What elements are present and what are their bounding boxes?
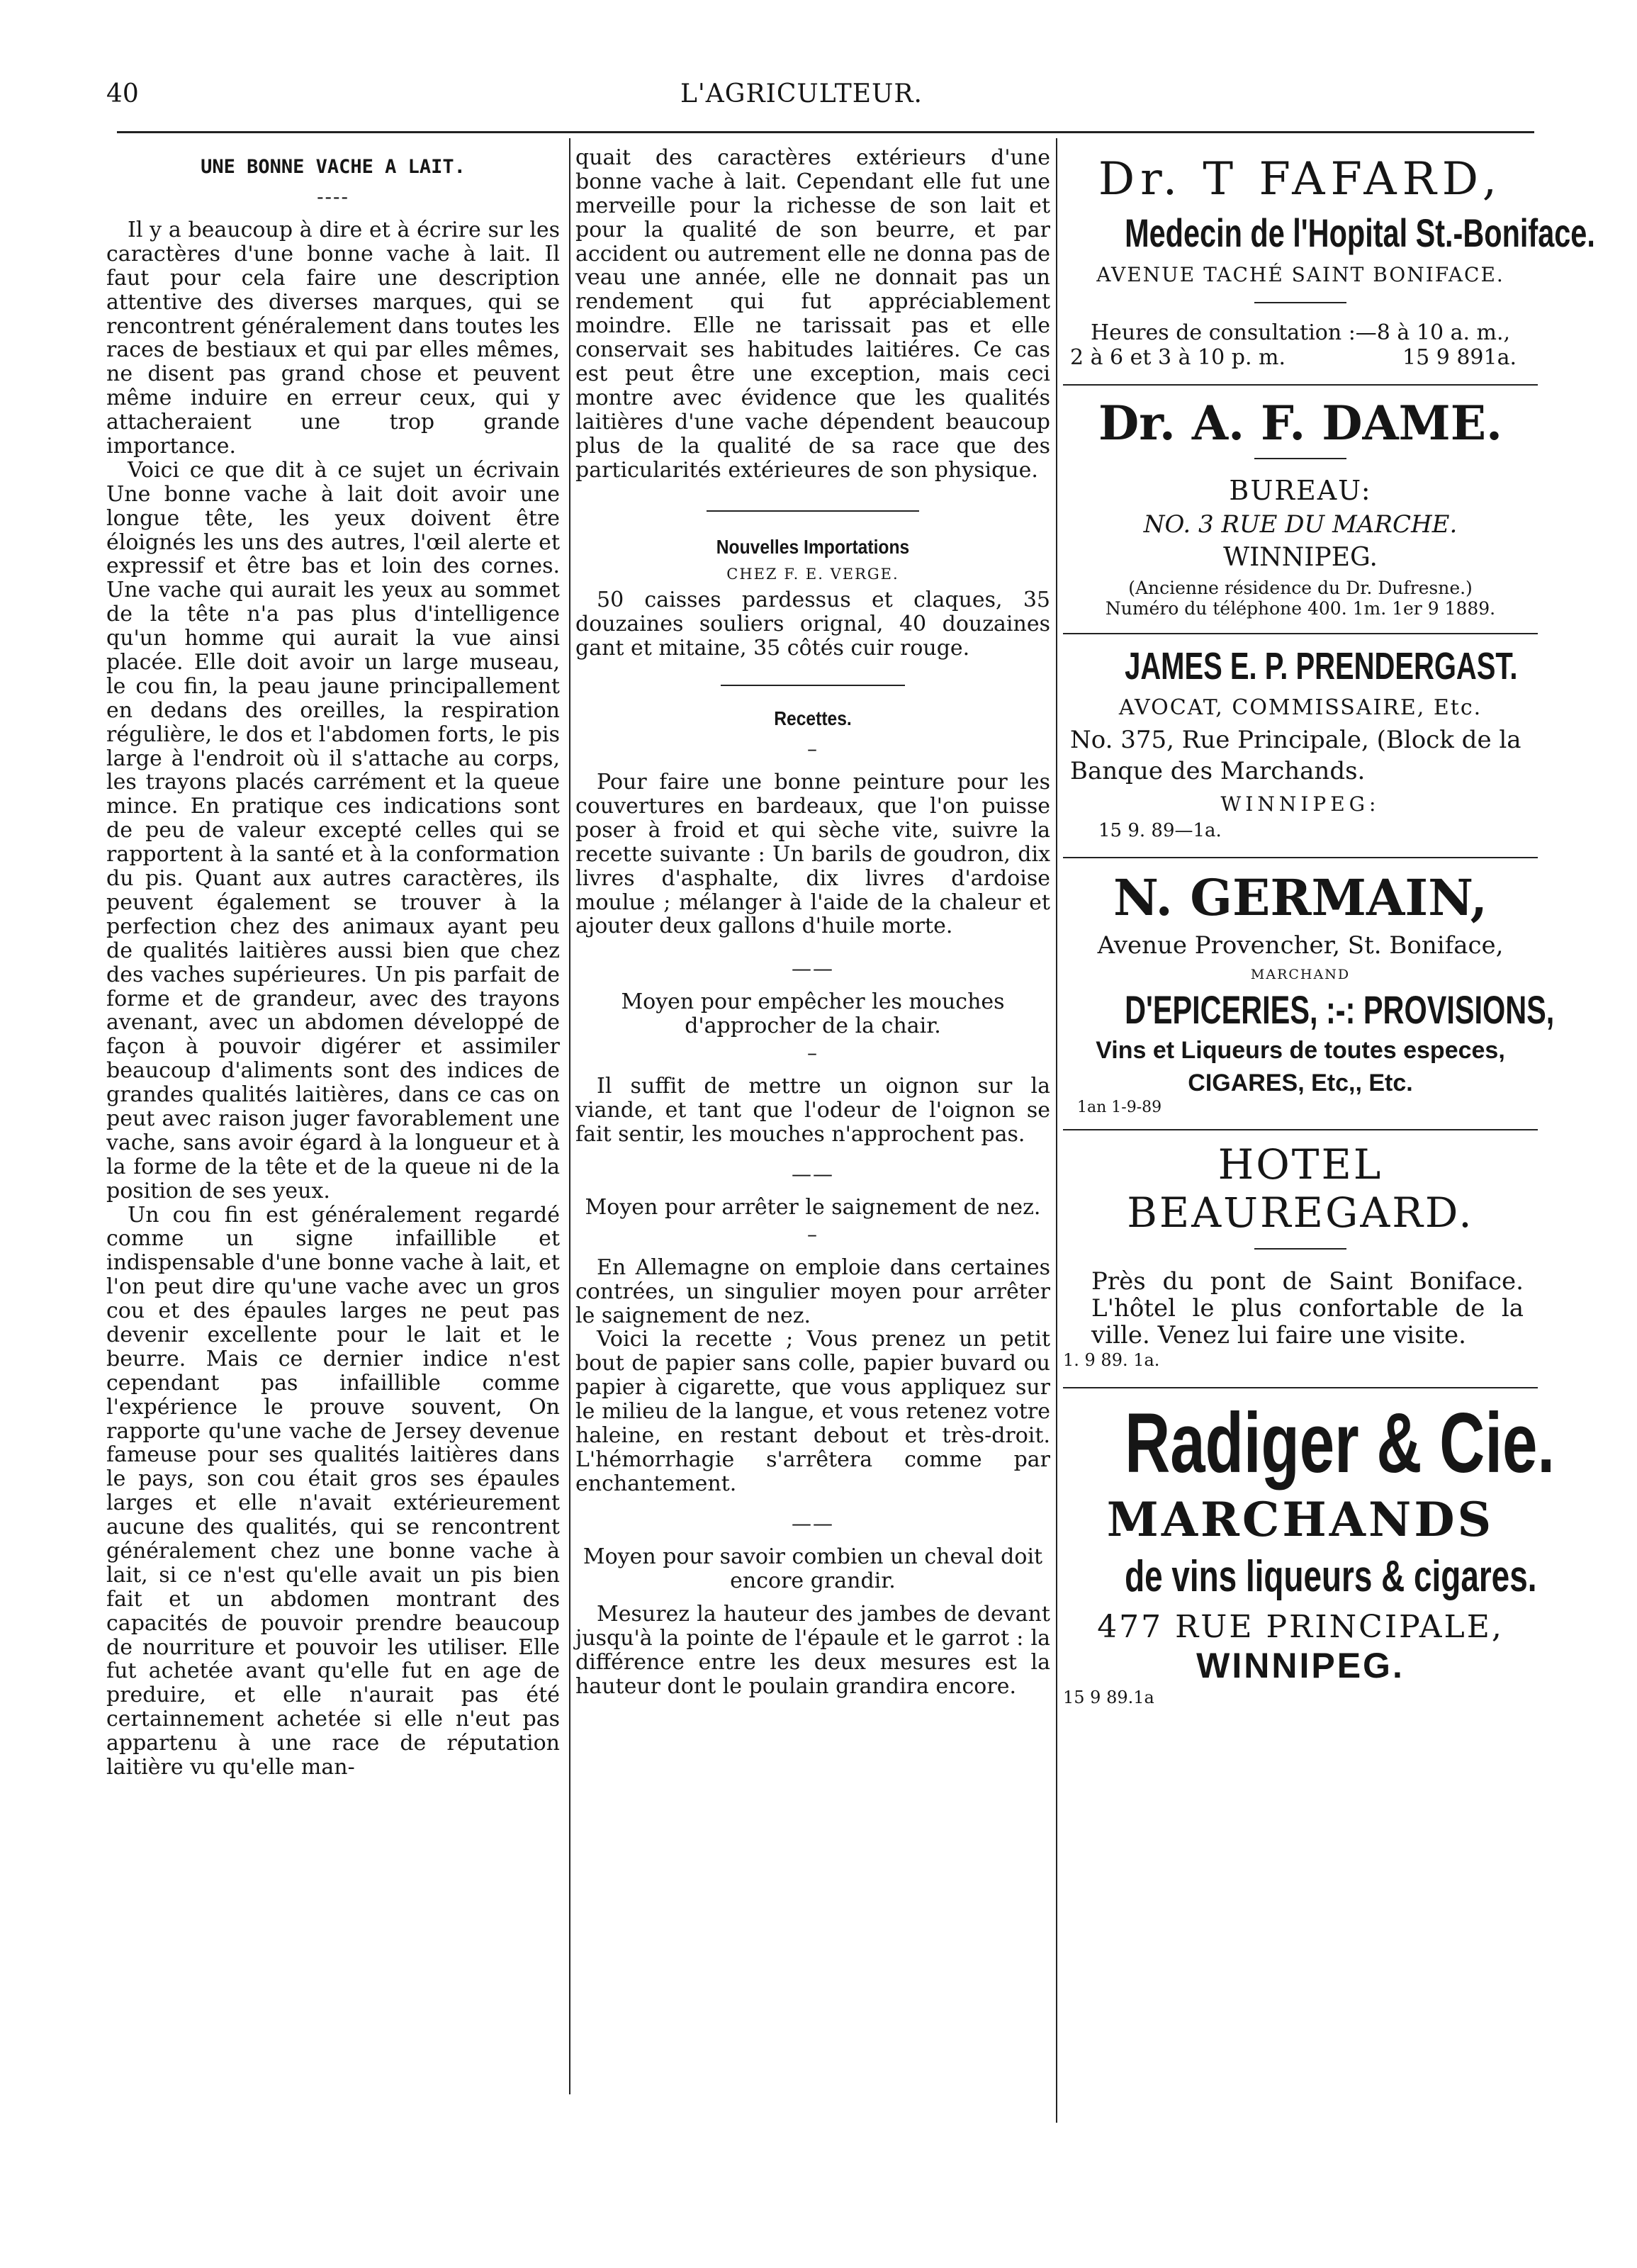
section-rule (721, 685, 905, 686)
column-article-vache (106, 146, 560, 1780)
ad-reference: 15 9. 89—1a. (1098, 820, 1222, 842)
paragraph: Pour faire une bonne peinture pour les couvertures en bardeaux, que l'on puisse poser à froid et qui sèche vite, suivre la recette suivante : Un barils de goudron, dix livres d'asphalte, dix livres d'ardoise moulue ; mélanger à l'aide de la chaleur et ajouter deux gallons d'huile morte. (575, 770, 1050, 939)
ad-address: 477 RUE PRINCIPALE, (1097, 1609, 1504, 1646)
ad-note: Numéro du téléphone 400. 1m. 1er 9 1889. (1105, 598, 1496, 619)
recipe-title: Moyen pour empêcher les mouches d'approcher de la chair. (621, 989, 1005, 1039)
ad-rule (1254, 458, 1346, 459)
title-dash: ---- (317, 185, 349, 208)
paragraph: En Allemagne on emploie dans certaines contrées, un singulier moyen pour arrêter le saignement de nez. (575, 1254, 1050, 1328)
section-dash: – (807, 1222, 818, 1246)
ad-rule (1254, 302, 1346, 303)
column-divider (569, 138, 570, 2094)
paragraph: Il suffit de mettre un oignon sur la viande, et tant que l'odeur de l'oignon se fait sentir, les mouches n'approchent pas. (575, 1074, 1050, 1147)
ad-beauregard (1063, 1140, 1538, 1370)
column-miscellany (575, 146, 1050, 1699)
ad-goods: D'EPICERIES, :-: PROVISIONS, (1125, 987, 1555, 1033)
ad-reference: 15 9 891a. (1402, 345, 1517, 370)
article-title: UNE BONNE VACHE A LAIT. (201, 156, 466, 178)
running-head: L'AGRICULTEUR. (680, 79, 923, 108)
section-dash: – (807, 737, 818, 761)
ad-note: (Ancienne résidence du Dr. Dufresne.) (1128, 578, 1473, 598)
ad-role: MARCHANDS (1106, 1492, 1495, 1548)
page-number: 40 (106, 79, 139, 108)
ad-products: CIGARES, Etc,, Etc. (1188, 1070, 1413, 1097)
ad-reference: 15 9 89.1a (1063, 1688, 1154, 1708)
section-title-importations: Nouvelles Importations (716, 536, 910, 558)
section-dash: —— (792, 1162, 834, 1186)
ad-separator (1063, 1129, 1538, 1130)
ad-name: Dr. T FAFARD, (1098, 153, 1503, 206)
ad-bureau: BUREAU: (1229, 475, 1372, 506)
section-dash: —— (792, 1511, 834, 1535)
paragraph: Mesurez la hauteur des jambes de devant jusqu'à la pointe de l'épaule et le garrot : la différence entre les deux mesures est la hauteur dont le poulain grandira encore. (575, 1602, 1050, 1700)
ad-reference: 1an 1-9-89 (1077, 1099, 1162, 1117)
ad-address: AVENUE TACHÉ SAINT BONIFACE. (1096, 263, 1504, 286)
recipe-title: Moyen pour arrêter le saignement de nez. (585, 1194, 1041, 1220)
section-rule (707, 510, 919, 512)
ad-separator (1063, 633, 1538, 634)
ad-separator (1063, 384, 1538, 386)
section-title-recettes: Recettes. (774, 707, 852, 730)
recipe-title: Moyen pour savoir combien un cheval doit encore grandir. (583, 1544, 1043, 1593)
section-dash: – (807, 1041, 818, 1065)
ad-dame (1063, 395, 1538, 619)
ad-name: JAMES E. P. PRENDERGAST. (1125, 645, 1518, 687)
ad-name: N. GERMAIN, (1113, 868, 1487, 928)
ad-city: WINNIPEG. (1196, 1646, 1405, 1686)
column-divider (1056, 138, 1057, 2123)
ad-germain (1063, 868, 1555, 1117)
ad-products: Vins et Liqueurs de toutes especes, (1096, 1037, 1505, 1065)
ad-city: WINNIPEG: (1220, 792, 1380, 816)
ad-city: WINNIPEG. (1223, 543, 1378, 572)
paragraph: Voici ce que dit à ce sujet un écrivain Une bonne vache à lait doit avoir une longue tête, les yeux doivent être éloignés les uns des autres, l'œil alerte et expressif et être bas et loin des cornes. Une vache qui aurait les yeux au sommet de la tête n'a pas plus d'intelligence qu'un homme qui aurait la vue ainsi placée. Elle doit avoir un large museau, le cou fin, la peau jaune principallement en dedans des oreilles, la respiration régulière, le dos et l'abdomen forts, le pis large à l'endroit où il s'attache au corps, les trayons placés carrément et la queue mince. En pratique ces indications sont de peu de valeur excepté celles qui se rapportent à la santé et à la conformation du pis. Quant aux autres caractères, ils peuvent également se trouver à la perfection chez des animaux ayant peu de qualités laitières aussi bien que chez des vaches supérieures. Un pis parfait de forme et de grandeur, avec des trayons avenant, avec un abdomen développé de façon à pouvoir digérer et assimiler beaucoup d'aliments sont des indices de grandes qualités laitières, dans ce cas on peut avec raison juger favorablement une vache, sans avoir égard à la longueur et à la forme de la tête et de la queue ni de la position de ses yeux. (106, 457, 560, 1203)
paragraph: 50 caisses pardessus et claques, 35 douzaines souliers orignal, 40 douzaines gant et mitaine, 35 côtés cuir rouge. (575, 588, 1050, 661)
ad-hours: 2 à 6 et 3 à 10 p. m. (1070, 345, 1286, 370)
header-rule (117, 131, 1534, 133)
ad-role: MARCHAND (1250, 967, 1351, 983)
ad-reference: 1. 9 89. 1a. (1063, 1350, 1160, 1371)
ad-title: Medecin de l'Hopital St.-Boniface. (1125, 210, 1595, 255)
ad-name: Radiger & Cie. (1125, 1396, 1556, 1491)
ad-rule (1254, 1248, 1346, 1250)
paragraph: Un cou fin est généralement regardé comme un signe infaillible et indispensable d'une bonne vache à lait, et l'on peut dire qu'une vache avec un gros cou et des épaules larges ne peut pas devenir excellente pour le lait et le beurre. Mais ce dernier indice n'est cependant pas infaillible comme l'expérience le prouve souvent, On rapporte qu'une vache de Jersey devenue fameuse pour ses qualités laitières dans le pays, son cou était gros ses épaules larges et elle n'avait extérieurement aucune des qualités, qui se rencontrent généralement chez une bonne vache à lait, si ce n'est qu'elle avait un pis bien fait et un abdomen montrant des capacités de pouvoir prendre beaucoup de nourriture et pouvoir les utiliser. Elle fut achetée avant qu'elle fut en age de preduire, et elle n'aurait pas été certainnement achetée si elle n'eut pas appartenu à une race de réputation laitière vu qu'elle man- (106, 1202, 560, 1780)
ad-address: Avenue Provencher, St. Boniface, (1097, 931, 1504, 960)
paragraph: Voici la recette ; Vous prenez un petit bout de papier sans colle, papier buvard ou papier à cigarette, que vous appliquez sur le milieu de la langue, et vous retenez votre haleine, en restant debout et très-droit. L'hémorrhagie s'arrêtera comme par enchantement. (575, 1327, 1050, 1496)
ad-separator (1063, 1387, 1538, 1388)
ad-goods: de vins liqueurs & cigares. (1125, 1552, 1537, 1602)
column-advertisements (1063, 146, 1595, 1708)
ad-radiger (1063, 1396, 1556, 1708)
section-subtitle: CHEZ F. E. VERGE. (726, 566, 899, 583)
ad-separator (1063, 857, 1538, 858)
ad-title: AVOCAT, COMMISSAIRE, Etc. (1118, 695, 1483, 720)
ad-text: Près du pont de Saint Boniface. L'hôtel le plus confortable de la ville. Venez lui faire une visite. (1091, 1267, 1524, 1350)
section-dash: —— (792, 957, 834, 981)
ad-address: NO. 3 RUE DU MARCHE. (1143, 510, 1458, 539)
ad-prendergast (1063, 644, 1538, 841)
ad-hours: Heures de consultation :—8 à 10 a. m., (1090, 320, 1511, 345)
ad-name: Dr. A. F. DAME. (1098, 395, 1503, 451)
paragraph: Il y a beaucoup à dire et à écrire sur les caractères d'une bonne vache à lait. Il faut pour cela faire une description attentive des diverses marques, qui se rencontrent généralement dans toutes les races de bestiaux et qui par elles mêmes, ne disent pas grand chose et peuvent même induire en erreur ceux, qui y attacheraient une trop grande importance. (106, 218, 560, 459)
ad-address: No. 375, Rue Principale, (Block de la Banque des Marchands. (1070, 726, 1521, 786)
paragraph-continued: quait des caractères extérieurs d'une bonne vache à lait. Cependant elle fut une merveille pour la richesse de son lait et pour la qualité de son beurre, et par accident ou autrement elle ne donna pas de veau une année, elle ne donnait pas un rendement qui fut appréciablement moindre. Elle ne tarissait pas et elle conservait ses habitudes laitiéres. Ce cas est peut être une exception, mais ceci montre avec évidence que les qualités laitières d'une vache dépendent beaucoup plus de la qualité de sa race que des particularités extérieures de son physique. (575, 145, 1050, 483)
ad-fafard (1063, 153, 1595, 370)
ad-name: HOTEL BEAUREGARD. (1127, 1140, 1474, 1237)
